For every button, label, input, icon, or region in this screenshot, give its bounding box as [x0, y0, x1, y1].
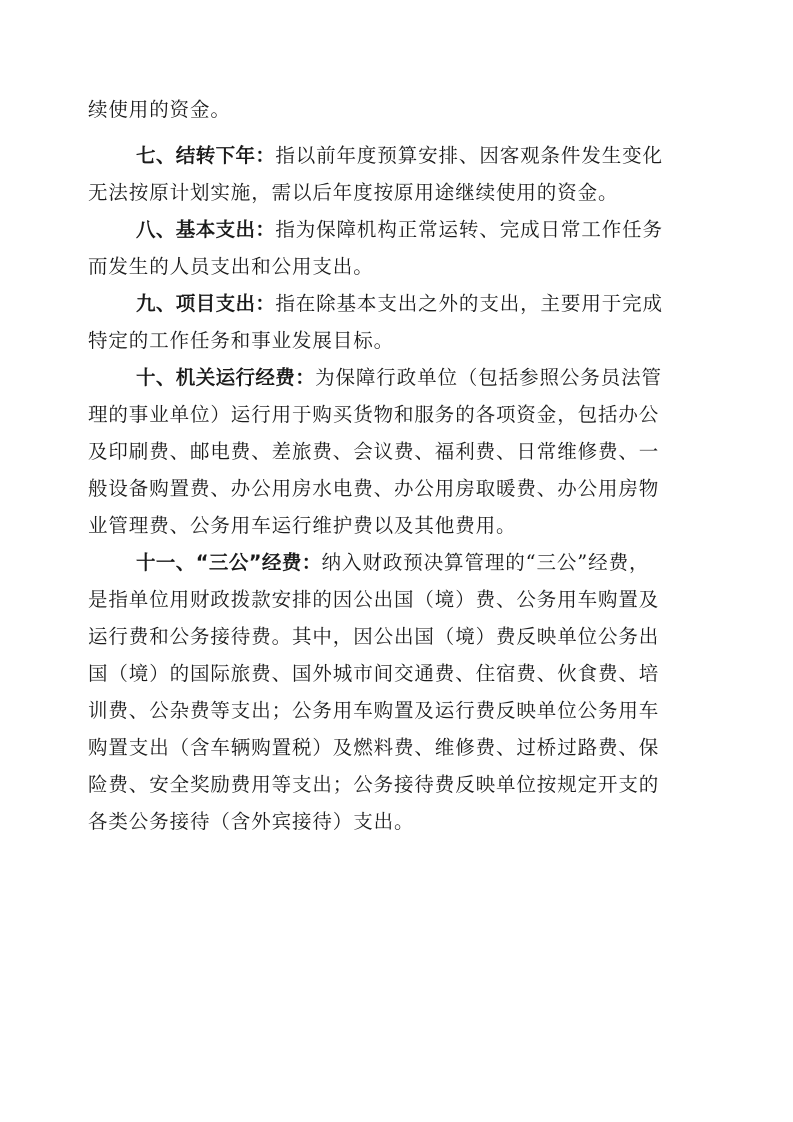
line-text: 指在除基本支出之外的支出，主要用于完成 [275, 292, 663, 315]
body-line [88, 732, 659, 764]
line-text: 及印刷费、邮电费、差旅费、会议费、福利费、日常维修费、一 [88, 440, 660, 463]
line-text: 运行费和公务接待费。其中，因公出国（境）费反映单位公务出 [88, 625, 660, 648]
body-line [88, 473, 659, 505]
term-label: 十一、“三公”经费： [136, 551, 322, 574]
body-line [88, 769, 659, 801]
body-line [88, 510, 516, 542]
line-text: 特定的工作任务和事业发展目标。 [88, 329, 395, 352]
line-text: 指为保障机构正常运转、完成日常工作任务 [275, 218, 663, 241]
body-line [88, 251, 374, 283]
body-line [88, 436, 659, 468]
body-line [88, 325, 394, 357]
line-text: 无法按原计划实施，需以后年度按原用途继续使用的资金。 [88, 181, 619, 204]
line-text: 而发生的人员支出和公用支出。 [88, 255, 374, 278]
body-line [88, 177, 618, 209]
line-text: 是指单位用财政拨款安排的因公出国（境）费、公务用车购置及 [88, 588, 660, 611]
definition-heading-line [136, 547, 649, 579]
body-line [88, 695, 659, 727]
definition-heading-line [136, 362, 662, 394]
body-line [88, 621, 659, 653]
term-label: 十、机关运行经费： [136, 366, 316, 389]
body-line [88, 584, 659, 616]
line-text: 为保障行政单位（包括参照公务员法管 [315, 366, 662, 389]
line-text: 购置支出（含车辆购置税）及燃料费、维修费、过桥过路费、保 [88, 736, 660, 759]
definition-heading-line [136, 214, 663, 246]
line-text: 各类公务接待（含外宾接待）支出。 [88, 810, 415, 833]
line-text: 理的事业单位）运行用于购买货物和服务的各项资金，包括办公 [88, 403, 660, 426]
line-text: 国（境）的国际旅费、国外城市间交通费、住宿费、伙食费、培 [88, 662, 660, 685]
line-text: 续使用的资金。 [88, 98, 231, 121]
term-label: 九、项目支出： [136, 292, 276, 315]
line-text: 纳入财政预决算管理的“三公”经费， [321, 551, 650, 574]
line-text: 险费、安全奖励费用等支出；公务接待费反映单位按规定开支的 [88, 773, 660, 796]
body-line [88, 399, 659, 431]
term-label: 八、基本支出： [136, 218, 276, 241]
body-line [88, 806, 414, 838]
line-text: 指以前年度预算安排、因客观条件发生变化 [275, 144, 663, 167]
definition-heading-line [136, 140, 663, 172]
term-label: 七、结转下年： [136, 144, 276, 167]
definition-heading-line [136, 288, 663, 320]
line-text: 训费、公杂费等支出；公务用车购置及运行费反映单位公务用车 [88, 699, 660, 722]
body-line [88, 658, 659, 690]
continuation-line [88, 94, 231, 126]
line-text: 般设备购置费、办公用房水电费、办公用房取暖费、办公用房物 [88, 477, 660, 500]
line-text: 业管理费、公务用车运行维护费以及其他费用。 [88, 514, 517, 537]
